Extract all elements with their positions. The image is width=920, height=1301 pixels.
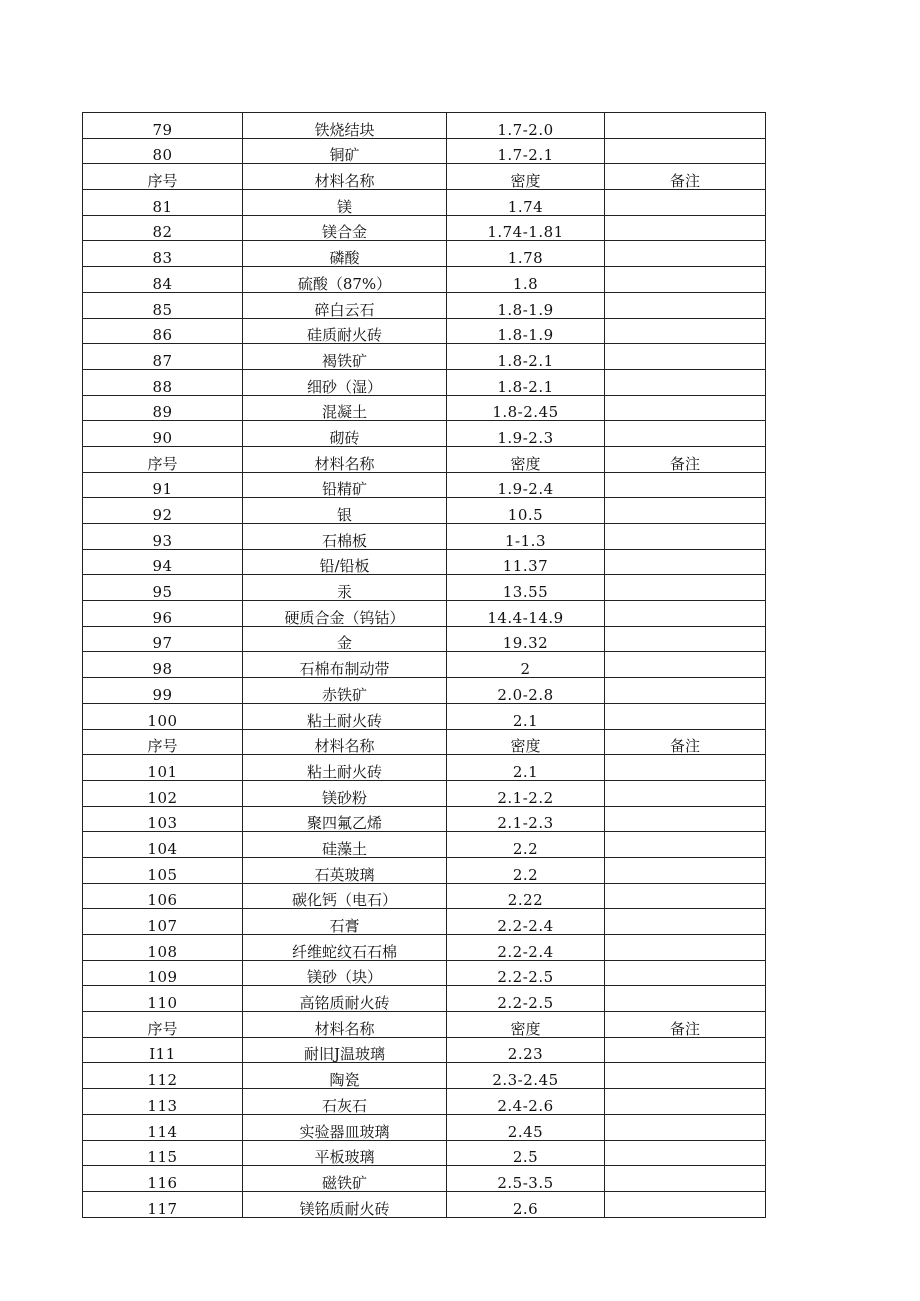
cell-note: [605, 1089, 766, 1115]
header-cell-no: 序号: [83, 729, 243, 755]
table-row: [83, 395, 766, 421]
header-cell-density: 密度: [447, 729, 605, 755]
cell-density: 14.4-14.9: [447, 601, 605, 627]
cell-note: [605, 678, 766, 704]
cell-name: 金: [243, 626, 447, 652]
cell-name: 铅/铅板: [243, 549, 447, 575]
cell-name: 粘土耐火砖: [243, 703, 447, 729]
cell-no: 104: [83, 832, 243, 858]
cell-no: 110: [83, 986, 243, 1012]
table-row: [83, 883, 766, 909]
cell-name: 石棉板: [243, 524, 447, 550]
cell-density: 1-1.3: [447, 524, 605, 550]
cell-no: 101: [83, 755, 243, 781]
table-row: [83, 626, 766, 652]
cell-note: [605, 318, 766, 344]
cell-note: [605, 292, 766, 318]
cell-note: [605, 960, 766, 986]
table-row: [83, 832, 766, 858]
cell-note: [605, 241, 766, 267]
cell-note: [605, 652, 766, 678]
cell-density: 2.1: [447, 755, 605, 781]
cell-no: 100: [83, 703, 243, 729]
table-row: [83, 652, 766, 678]
table-header-row: [83, 446, 766, 472]
cell-no: 93: [83, 524, 243, 550]
cell-no: 108: [83, 935, 243, 961]
cell-no: 89: [83, 395, 243, 421]
table-row: [83, 267, 766, 293]
table-row: [83, 986, 766, 1012]
cell-density: 2.2-2.5: [447, 986, 605, 1012]
cell-note: [605, 344, 766, 370]
cell-density: 2.5: [447, 1140, 605, 1166]
cell-density: 2.0-2.8: [447, 678, 605, 704]
table-row: [83, 601, 766, 627]
cell-name: 铜矿: [243, 138, 447, 164]
cell-name: 纤维蛇纹石石棉: [243, 935, 447, 961]
header-cell-note: 备注: [605, 1012, 766, 1038]
cell-density: 11.37: [447, 549, 605, 575]
cell-name: 平板玻璃: [243, 1140, 447, 1166]
cell-no: 80: [83, 138, 243, 164]
material-density-table: [82, 112, 766, 1218]
cell-no: 115: [83, 1140, 243, 1166]
cell-name: 铅精矿: [243, 472, 447, 498]
cell-density: 1.8-2.1: [447, 369, 605, 395]
cell-density: 2.2: [447, 857, 605, 883]
cell-density: 1.9-2.3: [447, 421, 605, 447]
cell-no: 92: [83, 498, 243, 524]
table-row: [83, 678, 766, 704]
cell-note: [605, 935, 766, 961]
table-row: [83, 113, 766, 139]
cell-note: [605, 806, 766, 832]
cell-density: 2.2: [447, 832, 605, 858]
header-cell-name: 材料名称: [243, 446, 447, 472]
table-row: [83, 1140, 766, 1166]
cell-density: 2.5-3.5: [447, 1166, 605, 1192]
cell-name: 镁砂粉: [243, 780, 447, 806]
cell-note: [605, 549, 766, 575]
cell-density: 1.74: [447, 190, 605, 216]
cell-note: [605, 498, 766, 524]
table-row: [83, 575, 766, 601]
cell-note: [605, 369, 766, 395]
cell-note: [605, 601, 766, 627]
cell-no: 94: [83, 549, 243, 575]
cell-note: [605, 857, 766, 883]
cell-density: 13.55: [447, 575, 605, 601]
table-row: [83, 755, 766, 781]
cell-no: 98: [83, 652, 243, 678]
cell-note: [605, 986, 766, 1012]
cell-note: [605, 472, 766, 498]
cell-name: 镁砂（块）: [243, 960, 447, 986]
cell-density: 2.1-2.3: [447, 806, 605, 832]
table-row: [83, 1191, 766, 1217]
table-row: [83, 1166, 766, 1192]
table-row: [83, 369, 766, 395]
cell-density: 2.6: [447, 1191, 605, 1217]
cell-name: 石灰石: [243, 1089, 447, 1115]
cell-density: 2.2-2.5: [447, 960, 605, 986]
cell-name: 陶瓷: [243, 1063, 447, 1089]
header-cell-no: 序号: [83, 1012, 243, 1038]
cell-density: 1.8-2.45: [447, 395, 605, 421]
cell-no: 91: [83, 472, 243, 498]
table-row: [83, 857, 766, 883]
cell-note: [605, 909, 766, 935]
cell-no: 113: [83, 1089, 243, 1115]
cell-density: 2.1: [447, 703, 605, 729]
cell-note: [605, 421, 766, 447]
cell-no: 79: [83, 113, 243, 139]
cell-name: 汞: [243, 575, 447, 601]
table-row: [83, 935, 766, 961]
cell-density: 2.23: [447, 1037, 605, 1063]
cell-name: 磷酸: [243, 241, 447, 267]
cell-name: 聚四氟乙烯: [243, 806, 447, 832]
cell-density: 1.74-1.81: [447, 215, 605, 241]
cell-note: [605, 780, 766, 806]
cell-note: [605, 138, 766, 164]
table-header-row: [83, 164, 766, 190]
header-cell-density: 密度: [447, 1012, 605, 1038]
cell-name: 高铭质耐火砖: [243, 986, 447, 1012]
header-cell-density: 密度: [447, 446, 605, 472]
cell-name: 混凝土: [243, 395, 447, 421]
cell-name: 硬质合金（钨钴）: [243, 601, 447, 627]
table-row: [83, 472, 766, 498]
cell-no: 97: [83, 626, 243, 652]
cell-name: 耐旧J温玻璃: [243, 1037, 447, 1063]
cell-name: 碳化钙（电石）: [243, 883, 447, 909]
header-cell-no: 序号: [83, 164, 243, 190]
cell-name: 赤铁矿: [243, 678, 447, 704]
cell-no: 84: [83, 267, 243, 293]
cell-name: 镁铭质耐火砖: [243, 1191, 447, 1217]
cell-note: [605, 832, 766, 858]
cell-name: 石棉布制动带: [243, 652, 447, 678]
table-row: [83, 524, 766, 550]
cell-name: 褐铁矿: [243, 344, 447, 370]
cell-no: 109: [83, 960, 243, 986]
cell-no: 95: [83, 575, 243, 601]
table-row: [83, 960, 766, 986]
cell-density: 2.2-2.4: [447, 935, 605, 961]
cell-note: [605, 755, 766, 781]
cell-density: 1.78: [447, 241, 605, 267]
cell-name: 磁铁矿: [243, 1166, 447, 1192]
cell-name: 硫酸（87%）: [243, 267, 447, 293]
cell-name: 银: [243, 498, 447, 524]
cell-no: 102: [83, 780, 243, 806]
cell-density: 1.9-2.4: [447, 472, 605, 498]
cell-name: 镁: [243, 190, 447, 216]
header-cell-no: 序号: [83, 446, 243, 472]
cell-density: 2.1-2.2: [447, 780, 605, 806]
cell-name: 石膏: [243, 909, 447, 935]
header-cell-name: 材料名称: [243, 164, 447, 190]
cell-name: 粘土耐火砖: [243, 755, 447, 781]
cell-name: 镁合金: [243, 215, 447, 241]
cell-no: 87: [83, 344, 243, 370]
cell-note: [605, 575, 766, 601]
cell-density: 2.3-2.45: [447, 1063, 605, 1089]
header-cell-note: 备注: [605, 164, 766, 190]
cell-note: [605, 1063, 766, 1089]
table-row: [83, 344, 766, 370]
table-row: [83, 703, 766, 729]
cell-note: [605, 1037, 766, 1063]
table-row: [83, 421, 766, 447]
cell-density: 1.8-1.9: [447, 318, 605, 344]
cell-name: 铁烧结块: [243, 113, 447, 139]
cell-density: 1.8-1.9: [447, 292, 605, 318]
cell-name: 细砂（湿）: [243, 369, 447, 395]
table-row: [83, 1063, 766, 1089]
cell-name: 硅质耐火砖: [243, 318, 447, 344]
header-cell-name: 材料名称: [243, 1012, 447, 1038]
table-row: [83, 1089, 766, 1115]
cell-no: 107: [83, 909, 243, 935]
cell-note: [605, 267, 766, 293]
cell-no: 105: [83, 857, 243, 883]
cell-name: 石英玻璃: [243, 857, 447, 883]
cell-no: 86: [83, 318, 243, 344]
cell-no: 85: [83, 292, 243, 318]
table-row: [83, 1037, 766, 1063]
cell-no: I11: [83, 1037, 243, 1063]
table-header-row: [83, 729, 766, 755]
table-row: [83, 498, 766, 524]
header-cell-note: 备注: [605, 729, 766, 755]
table-row: [83, 806, 766, 832]
cell-no: 88: [83, 369, 243, 395]
cell-density: 2.45: [447, 1114, 605, 1140]
table-body: [83, 113, 766, 1218]
cell-name: 硅藻土: [243, 832, 447, 858]
cell-note: [605, 524, 766, 550]
cell-no: 112: [83, 1063, 243, 1089]
cell-note: [605, 113, 766, 139]
cell-name: 碎白云石: [243, 292, 447, 318]
cell-note: [605, 1114, 766, 1140]
table-row: [83, 138, 766, 164]
cell-no: 99: [83, 678, 243, 704]
table-row: [83, 909, 766, 935]
cell-density: 1.8-2.1: [447, 344, 605, 370]
cell-density: 1.7-2.1: [447, 138, 605, 164]
cell-note: [605, 626, 766, 652]
cell-no: 83: [83, 241, 243, 267]
cell-note: [605, 1140, 766, 1166]
cell-no: 116: [83, 1166, 243, 1192]
cell-no: 106: [83, 883, 243, 909]
cell-density: 1.7-2.0: [447, 113, 605, 139]
table-row: [83, 215, 766, 241]
cell-note: [605, 1166, 766, 1192]
table-row: [83, 241, 766, 267]
cell-name: 实验器皿玻璃: [243, 1114, 447, 1140]
table-row: [83, 190, 766, 216]
table-row: [83, 318, 766, 344]
cell-density: 2: [447, 652, 605, 678]
cell-density: 19.32: [447, 626, 605, 652]
header-cell-density: 密度: [447, 164, 605, 190]
table-header-row: [83, 1012, 766, 1038]
cell-name: 砌砖: [243, 421, 447, 447]
table-row: [83, 292, 766, 318]
cell-no: 81: [83, 190, 243, 216]
table-row: [83, 1114, 766, 1140]
cell-density: 2.2-2.4: [447, 909, 605, 935]
cell-density: 10.5: [447, 498, 605, 524]
cell-density: 2.4-2.6: [447, 1089, 605, 1115]
cell-density: 1.8: [447, 267, 605, 293]
cell-no: 96: [83, 601, 243, 627]
cell-note: [605, 395, 766, 421]
cell-note: [605, 1191, 766, 1217]
cell-no: 117: [83, 1191, 243, 1217]
cell-note: [605, 190, 766, 216]
cell-no: 82: [83, 215, 243, 241]
cell-density: 2.22: [447, 883, 605, 909]
cell-note: [605, 703, 766, 729]
header-cell-note: 备注: [605, 446, 766, 472]
header-cell-name: 材料名称: [243, 729, 447, 755]
cell-no: 103: [83, 806, 243, 832]
table-row: [83, 549, 766, 575]
cell-note: [605, 883, 766, 909]
cell-no: 114: [83, 1114, 243, 1140]
cell-no: 90: [83, 421, 243, 447]
table-row: [83, 780, 766, 806]
cell-note: [605, 215, 766, 241]
